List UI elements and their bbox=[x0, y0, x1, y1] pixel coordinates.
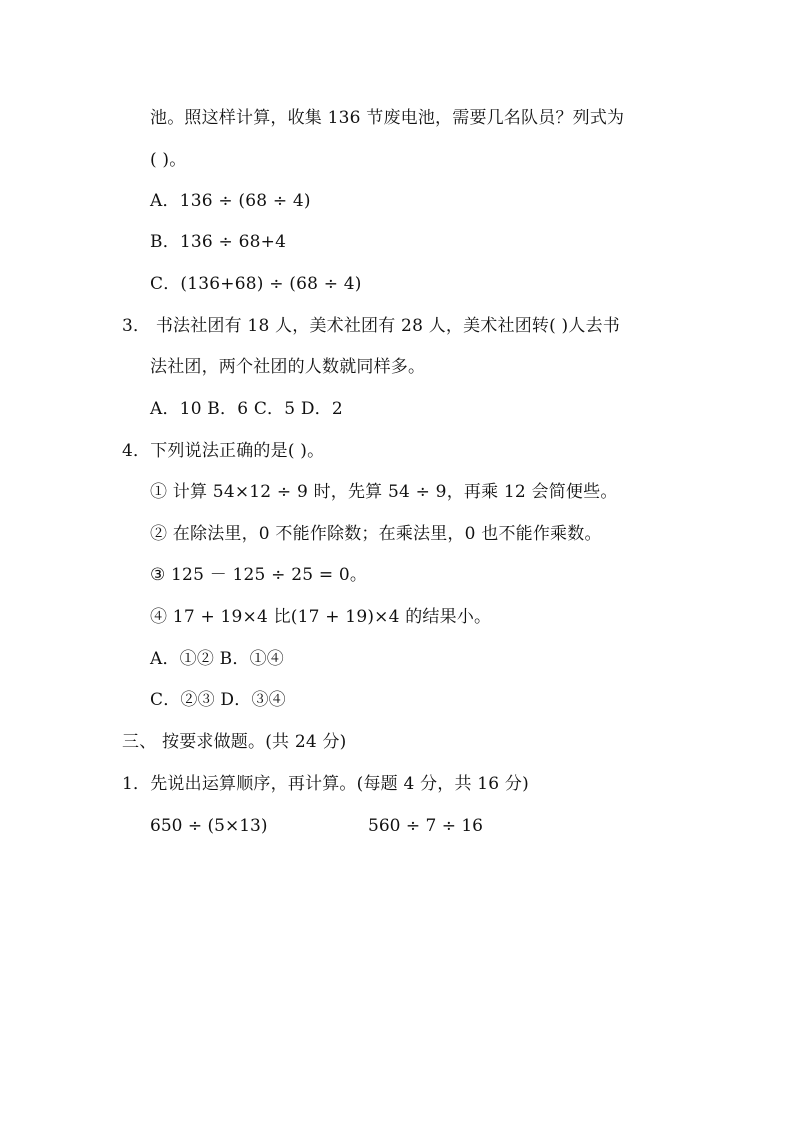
q2-option-b: B．136 ÷ 68+4 bbox=[150, 232, 287, 252]
q4-statement-2: ② 在除法里，0 不能作除数；在乘法里，0 也不能作乘数。 bbox=[150, 524, 602, 544]
q3-stem-line1: 3． 书法社团有 18 人，美术社团有 28 人，美术社团转( )人去书 bbox=[122, 316, 620, 336]
q4-statement-3: ③ 125 － 125 ÷ 25 = 0。 bbox=[150, 565, 368, 585]
section-3-question-1: 1．先说出运算顺序，再计算。(每题 4 分，共 16 分) bbox=[122, 774, 529, 794]
q3-options: A．10 B．6 C．5 D．2 bbox=[150, 399, 343, 419]
expression-1: 650 ÷ (5×13) bbox=[150, 816, 268, 836]
q4-options-cd: C．②③ D．③④ bbox=[150, 690, 286, 710]
q2-option-a: A．136 ÷ (68 ÷ 4) bbox=[150, 191, 311, 211]
q4-statement-1: ① 计算 54×12 ÷ 9 时，先算 54 ÷ 9，再乘 12 会简便些。 bbox=[150, 482, 618, 502]
q4-statement-4: ④ 17 + 19×4 比(17 + 19)×4 的结果小。 bbox=[150, 607, 492, 627]
q2-stem-end: 池。照这样计算，收集 136 节废电池，需要几名队员？列式为 bbox=[150, 108, 625, 128]
q4-stem: 4．下列说法正确的是( )。 bbox=[122, 441, 325, 461]
q3-stem-line2: 法社团，两个社团的人数就同样多。 bbox=[150, 357, 426, 377]
q4-options-ab: A．①② B．①④ bbox=[150, 649, 284, 669]
expression-2: 560 ÷ 7 ÷ 16 bbox=[368, 816, 483, 836]
section-3-heading: 三、 按要求做题。(共 24 分) bbox=[122, 732, 347, 752]
q2-answer-blank: ( )。 bbox=[150, 150, 187, 170]
q2-option-c: C．(136+68) ÷ (68 ÷ 4) bbox=[150, 274, 362, 294]
